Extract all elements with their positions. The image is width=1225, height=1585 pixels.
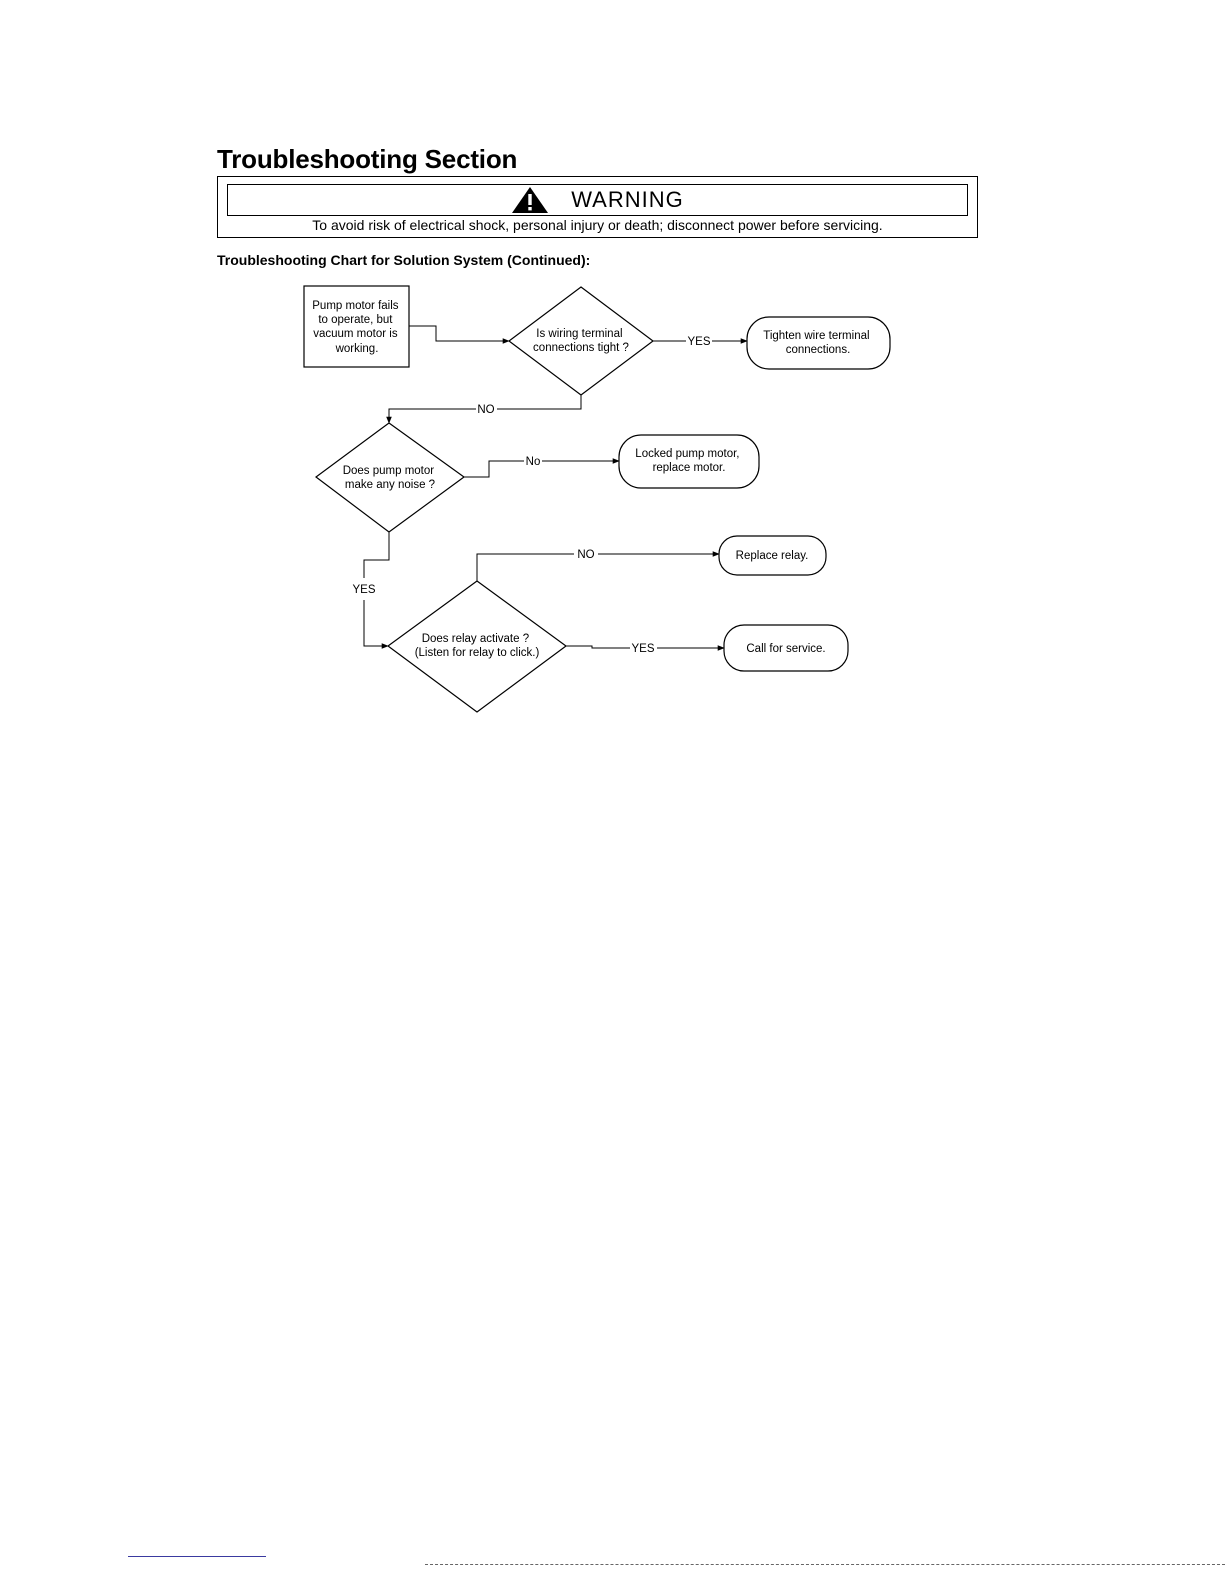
edge-wiring-no-b (389, 409, 476, 423)
edge-noise-no-label: No (525, 456, 541, 468)
decision-wiring-text: Is wiring terminal connections tight ? (533, 328, 629, 354)
edge-relay-yes-a (566, 646, 630, 648)
edge-start-to-wiring (409, 326, 509, 341)
decision-noise-text: Does pump motor make any noise ? (342, 465, 436, 491)
result-tighten (747, 317, 890, 369)
edge-noise-no-a (464, 461, 524, 477)
footer-rule (425, 1564, 1225, 1565)
result-call-service-text: Call for service. (746, 643, 826, 655)
result-replace-relay-text: Replace relay. (735, 550, 809, 562)
edge-wiring-yes-label: YES (687, 336, 711, 348)
start-text: Pump motor fails to operate, but vacuum motor is working. (312, 300, 399, 355)
decision-relay-text: Does relay activate ? (Listen for relay to click.) (414, 633, 540, 659)
edge-noise-yes-label: YES (352, 584, 376, 596)
page-title: Troubleshooting Section (217, 144, 518, 174)
edge-wiring-no-label: NO (477, 404, 495, 416)
chart-heading: Troubleshooting Chart for Solution System (Continued): (217, 252, 591, 268)
footer-link-underline (128, 1556, 266, 1557)
warning-title: WARNING (571, 187, 684, 212)
edge-relay-no-label: NO (577, 549, 595, 561)
edge-noise-yes-b (364, 600, 388, 646)
edge-relay-yes-label: YES (631, 643, 655, 655)
edge-noise-yes-a (364, 532, 389, 578)
warning-text: To avoid risk of electrical shock, personal injury or death; disconnect power before servicing. (312, 217, 883, 233)
edge-wiring-no-a (497, 395, 581, 409)
result-tighten-text: Tighten wire terminal connections. (763, 330, 870, 356)
decision-wiring (509, 287, 653, 395)
edge-relay-no-a (477, 554, 574, 581)
decision-noise (316, 423, 464, 532)
result-locked-text: Locked pump motor, replace motor. (635, 448, 740, 474)
